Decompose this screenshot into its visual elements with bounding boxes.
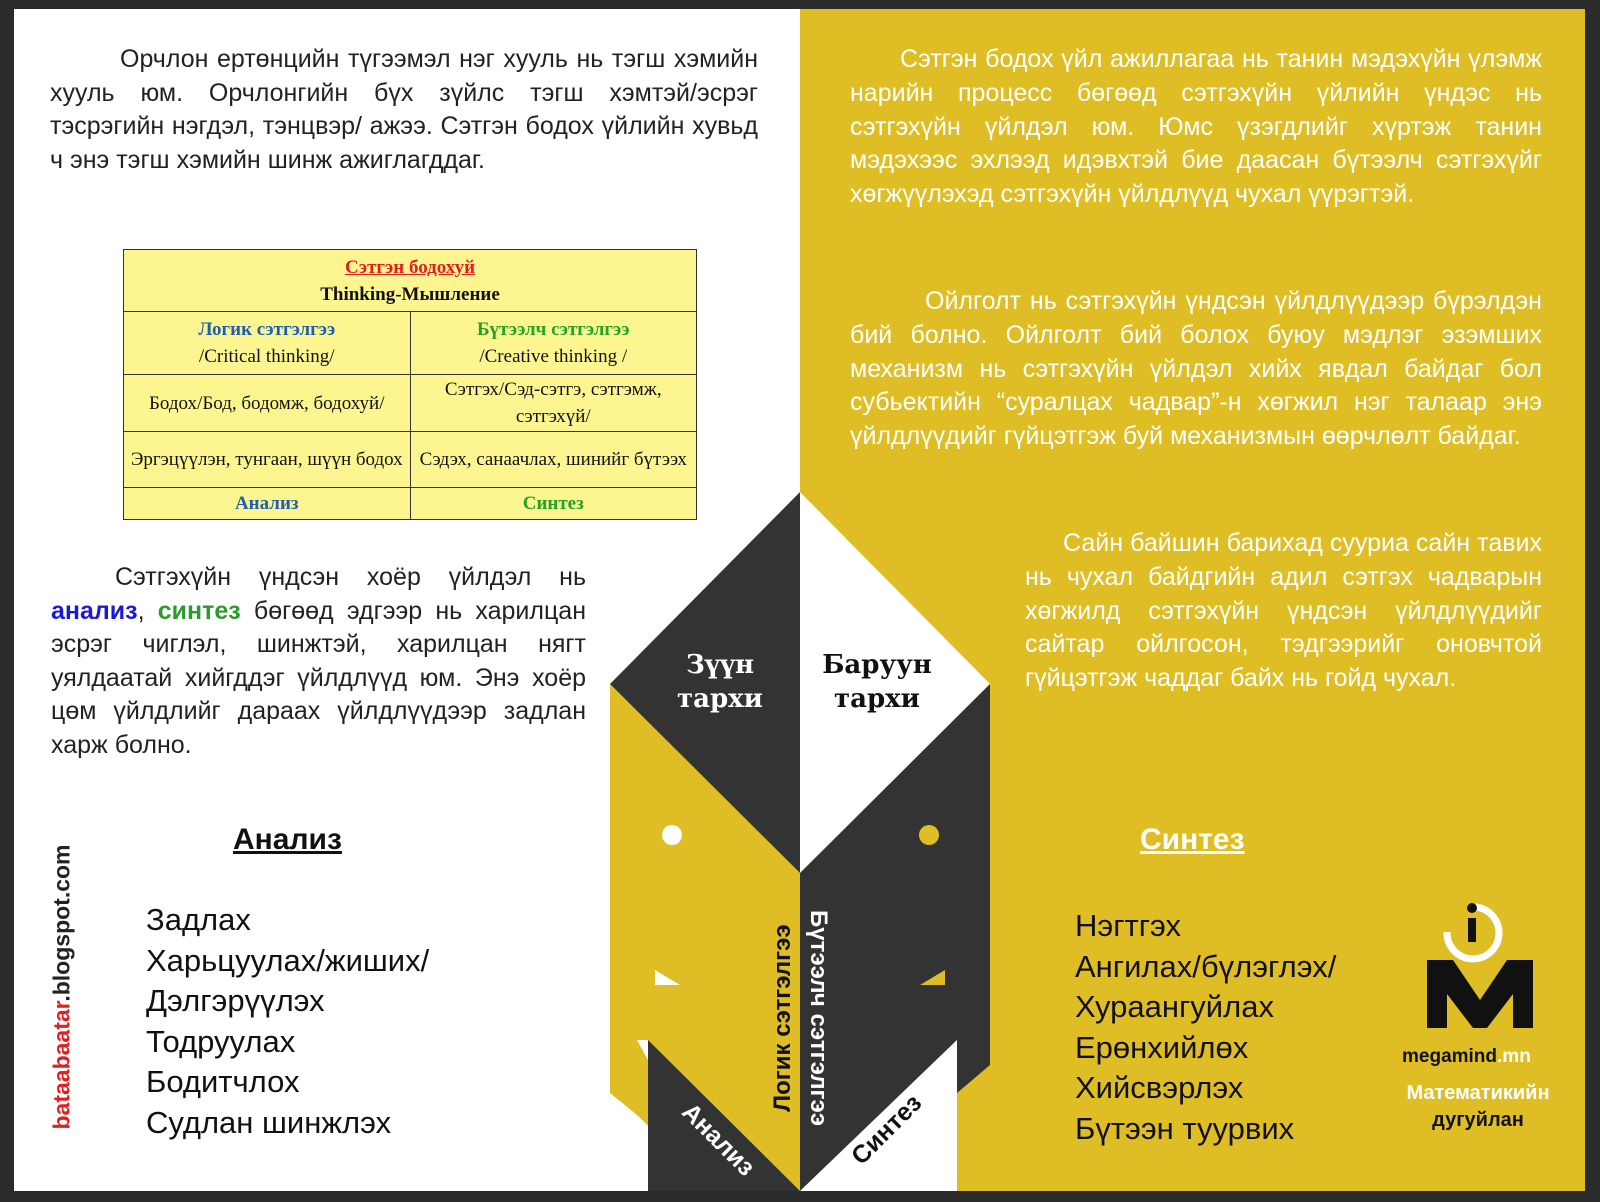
table-cell: Эргэцүүлэн, тунгаан, шүүн бодох <box>124 432 411 488</box>
para2-comma: , <box>137 596 145 625</box>
right-eye-icon <box>919 825 939 845</box>
logo-caption-line1: Математикийн <box>1406 1082 1550 1104</box>
left-brain-line2: тархи <box>677 684 763 714</box>
table-analysis-footer: Анализ <box>124 488 411 520</box>
right-paragraph-1-text: Сэтгэн бодох үйл ажиллагаа нь танин мэдэхүйн үлэмж нарийн процесс бөгөөд сэтгэхүйн үйлийн үндэс нь сэтгэхүйн үйлдэл юм. Юмс үзэгдлийг хүртэж танин мэдэхээс эхлээд идэвхтэй бие даасан бүтээлч сэтгэхүйг хөгжүүлэхэд сэтгэхүйн үйлдлүүд чухал үүрэгтэй. <box>850 45 1542 209</box>
logo-tld: .mn <box>1497 1046 1531 1067</box>
blog-name: bataabaatar <box>48 1001 75 1130</box>
list-item: Дэлгэрүүлэх <box>146 983 325 1018</box>
table-creative-sub: /Creative thinking / <box>479 346 628 367</box>
table-creative-header: Бүтээлч сэтгэлгээ <box>477 319 630 340</box>
analysis-list <box>146 900 429 1143</box>
list-item: Ангилах/бүлэглэх/ <box>1075 948 1337 984</box>
table-logic-sub: /Critical thinking/ <box>198 346 335 367</box>
right-paragraph-3-text: Сайн байшин барихад сууриа сайн тавих нь чухал байдгийн адил сэтгэх чадварын хөгжилд сэтгэхүйн үндсэн үйлдлүүдийг сайтар ойлгосон, тэдгээрийг оновчтой гүйцэтгэж чаддаг байх нь гойд чухал. <box>1025 529 1542 693</box>
blog-link[interactable] <box>49 844 76 1129</box>
analysis-keyword: анализ <box>51 596 138 625</box>
list-item: Харьцуулах/жиших/ <box>146 942 430 978</box>
analysis-heading: Анализ <box>233 823 342 856</box>
creative-thinking-vertical: Бүтээлч сэтгэлгээ <box>805 910 832 1126</box>
table-cell: Сэдэх, санаачлах, шинийг бүтээх <box>410 432 697 488</box>
para2-rest: бөгөөд эдгээр нь харилцан эсрэг чиглэл, шинжтэй, харилцан нягт уялдаатай хийгддэг үйлдлүүд юм. Энэ хоёр цөм үйлдлийг дараах үйлдлүүдээр задлан харж болно. <box>51 596 586 759</box>
list-item: Ерөнхийлөх <box>1075 1029 1249 1065</box>
blog-domain: .blogspot.com <box>48 844 75 1002</box>
synthesis-keyword: синтез <box>157 596 241 625</box>
right-brain-line2: тархи <box>834 684 920 714</box>
synthesis-corner-label: Синтез <box>845 1088 928 1171</box>
logo-caption <box>1388 1080 1568 1134</box>
list-item: Задлах <box>146 902 251 937</box>
right-paragraph-2-text: Ойлголт нь сэтгэхүйн үндсэн үйлдлүүдээр бүрэлдэн бий болно. Ойлголт бий болох буюу мэдлэг эзэмших механизм нь сэтгэхүйн үйлдэл хийх явдал байдаг бол субьектийн “суралцах чадвар”-н хөгжил нэг талаар энэ үйлдлүүдийг гүйцэтгэж буй механизмын өөрчлөлт байдаг. <box>850 287 1542 451</box>
list-item: Хийсвэрлэх <box>1075 1070 1244 1105</box>
list-item: Судлан шинжлэх <box>146 1104 392 1140</box>
logo-site-text[interactable] <box>1402 1046 1531 1068</box>
table-cell: Сэтгэх/Сэд-сэтгэ, сэтгэмж, сэтгэхүй/ <box>410 375 697 432</box>
table-title: Сэтгэн бодохуй <box>344 256 476 278</box>
synthesis-list <box>1075 906 1336 1149</box>
table-cell: Бодох/Бод, бодомж, бодохуй/ <box>124 375 411 432</box>
right-brain-label <box>812 648 942 716</box>
table-subtitle: Thinking-Мышление <box>320 283 500 305</box>
logic-thinking-vertical: Логик сэтгэлгээ <box>769 924 796 1112</box>
left-eye-icon <box>662 825 682 845</box>
para2-prefix: Сэтгэхүйн үндсэн хоёр үйлдэл нь <box>115 563 586 591</box>
table-logic-header: Логик сэтгэлгээ <box>198 319 336 340</box>
table-synthesis-footer: Синтез <box>410 488 697 520</box>
list-item: Тодруулах <box>146 1023 296 1059</box>
synthesis-heading: Синтез <box>1140 823 1245 856</box>
list-item: Хураангуйлах <box>1075 989 1274 1024</box>
logo-site: megamind <box>1402 1046 1498 1067</box>
intro-text: Орчлон ертөнцийн түгээмэл нэг хууль нь тэгш хэмийн хууль юм. Орчлонгийн бүх зүйлс тэгш хэмтэй/эсрэг тэсрэгийн нэгдэл, тэнцвэр/ ажээ. Сэтгэн бодох үйлийн хувьд ч энэ тэгш хэмийн шинж ажиглагддаг. <box>50 45 758 174</box>
list-item: Бүтээн туурвих <box>1075 1110 1295 1146</box>
logo-caption-line2: дугуйлан <box>1432 1109 1524 1131</box>
analysis-corner-label: Анализ <box>676 1097 761 1182</box>
list-item: Бодитчлох <box>146 1064 300 1099</box>
right-brain-line1: Баруун <box>822 650 932 680</box>
left-brain-line1: Зүүн <box>686 650 754 680</box>
left-brain-label <box>660 648 780 716</box>
list-item: Нэгтгэх <box>1075 908 1181 943</box>
megamind-logo-icon <box>1425 902 1535 1030</box>
